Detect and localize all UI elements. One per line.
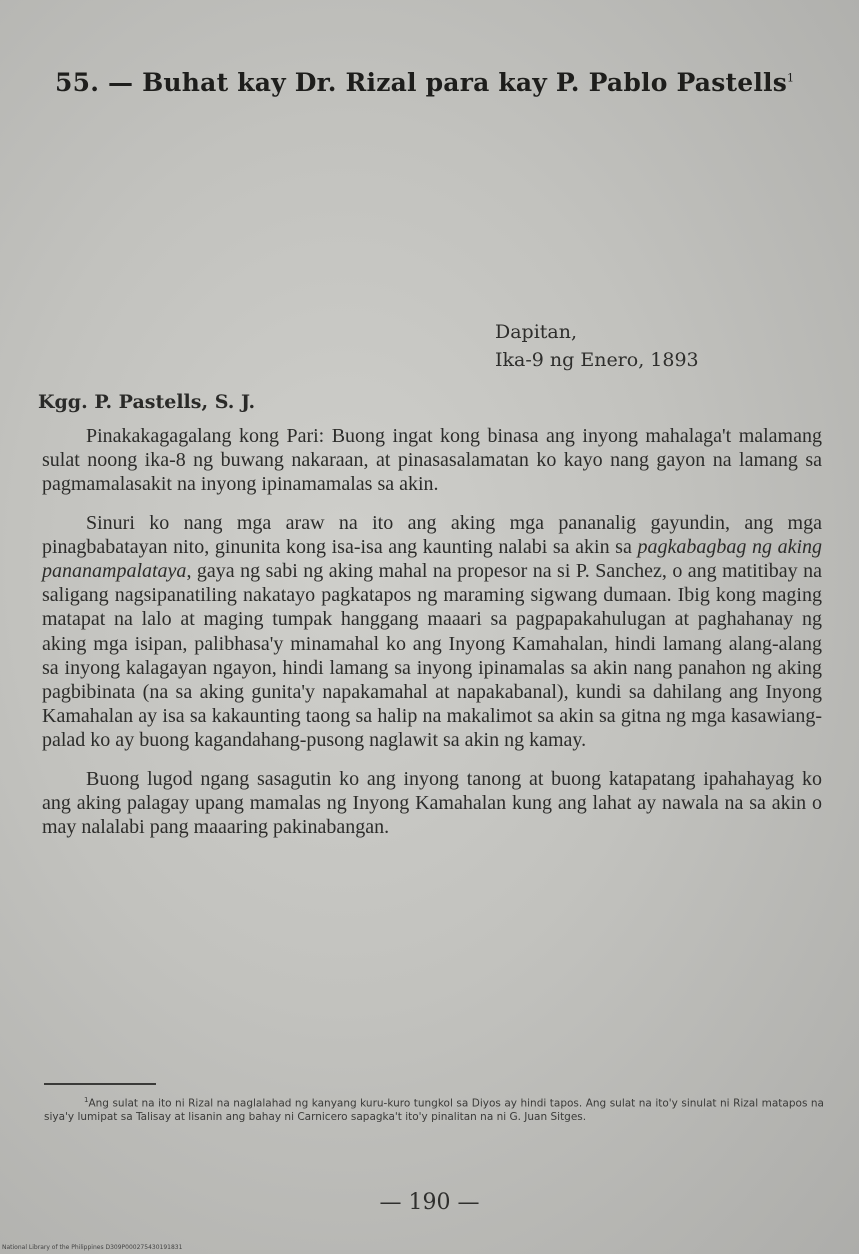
library-imprint: National Library of the Philippines D309P000275430191831 <box>2 1244 183 1251</box>
footnote-mark: 1 <box>84 1096 89 1104</box>
letter-title-text: 55. — Buhat kay Dr. Rizal para kay P. Pablo Pastells <box>55 68 787 97</box>
footnote <box>44 1094 824 1124</box>
letter-title <box>55 68 794 97</box>
letter-body <box>42 424 822 853</box>
paragraph-2-part-a: Sinuri ko nang mga araw na ito ang aking mga pananalig gayundin, ang mga pinagbabatayan nito, ginunita kong isa-isa ang kaunting nalabi sa akin sa <box>42 511 822 558</box>
letter-date: Ika-9 ng Enero, 1893 <box>495 349 699 371</box>
footnote-divider <box>44 1083 156 1085</box>
paragraph-1: Pinakakagagalang kong Pari: Buong ingat kong binasa ang inyong mahalaga't malamang sulat noong ika-8 ng buwang nakaraan, at pinasasalamatan ko kayo nang gayon na lamang sa pagmamalasakit na inyong ipinamamalas sa akin. <box>42 425 822 496</box>
page-number: — 190 — <box>379 1190 480 1215</box>
paragraph-3: Buong lugod ngang sasagutin ko ang inyong tanong at buong katapatang ipahahayag ko ang aking palagay upang mamalas ng Inyong Kamahalan kung ang lahat ay nawala na sa akin o may nalalabi pang maaaring pakinabangan. <box>42 767 822 839</box>
salutation: Kgg. P. Pastells, S. J. <box>38 391 256 413</box>
footnote-text: Ang sulat na ito ni Rizal na naglalahad ng kanyang kuru-kuro tungkol sa Diyos ay hindi tapos. Ang sulat na ito'y sinulat ni Rizal matapos na siya'y lumipat sa Talisay at lisanin ang bahay ni Carnicero sapagka't ito'y pinalitan na ni G. Juan Sitges. <box>44 1097 824 1123</box>
paragraph-2-italic: pagkabagbag ng aking pananampalataya <box>42 535 823 583</box>
title-footnote-mark: 1 <box>787 71 795 85</box>
paragraph-2-part-b: , gaya ng sabi ng aking mahal na propesor na si P. Sanchez, o ang matitibay na saligang nagsipanatiling nakatayo pagkatapos ng maraming sigwang dumaan. Ibig kong maging matapat na lalo at maging tumpak hanggang maaari sa pagpapakahulugan at paghahanay ng aking mga isipan, palibhasa'y minamahal ko ang Inyong Kamahalan, hindi lamang alang-alang sa inyong kalagayan ngayon, hindi lamang sa inyong ipinamalas sa akin nang panahon ng aking pagbibinata (na sa aking gunita'y napakamahal at napakabanal), kundi sa dahilang ang Inyong Kamahalan ay isa sa kakaunting taong sa halip na makalimot sa akin sa gitna ng mga kasawiang-palad ko ay buong kagandahang-pusong naglawit sa akin ng kamay. <box>42 560 822 752</box>
dateline <box>495 318 699 374</box>
paragraph-2 <box>42 511 822 753</box>
letter-place: Dapitan, <box>495 321 578 343</box>
